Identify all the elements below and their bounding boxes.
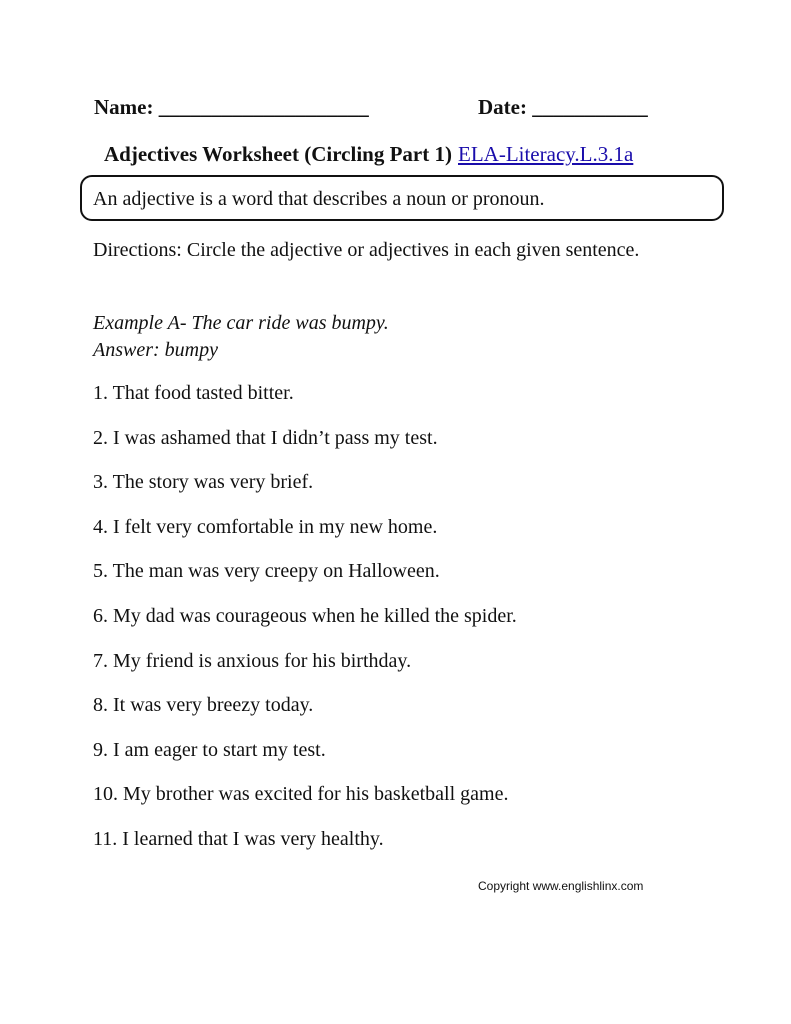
list-item: 10. My brother was excited for his basketball game. — [93, 783, 509, 806]
list-item: 1. That food tasted bitter. — [93, 382, 294, 404]
list-item: 6. My dad was courageous when he killed the spider. — [93, 604, 517, 627]
list-item: 8. It was very breezy today. — [93, 694, 314, 717]
list-item: 2. I was ashamed that I didn’t pass my test. — [93, 426, 438, 449]
name-field-label: Name: ____________________ — [94, 95, 369, 119]
list-item: 7. My friend is anxious for his birthday. — [93, 649, 412, 672]
worksheet-title: Adjectives Worksheet (Circling Part 1) — [104, 142, 452, 166]
example-answer: Answer: bumpy — [93, 339, 218, 361]
standard-link[interactable]: ELA-Literacy.L.3.1a — [458, 142, 634, 166]
list-item: 11. I learned that I was very healthy. — [93, 827, 384, 850]
list-item: 4. I felt very comfortable in my new home. — [93, 515, 438, 538]
definition-box — [80, 175, 724, 221]
example-sentence: Example A- The car ride was bumpy. — [93, 312, 389, 334]
worksheet-title-row — [104, 141, 633, 167]
list-item: 3. The story was very brief. — [93, 471, 314, 494]
list-item: 5. The man was very creepy on Halloween. — [93, 560, 440, 583]
example-block — [93, 310, 389, 364]
question-list — [93, 380, 517, 871]
definition-text: An adjective is a word that describes a noun or pronoun. — [93, 188, 545, 210]
name-date-header — [94, 94, 694, 120]
copyright-notice: Copyright www.englishlinx.com — [478, 879, 644, 893]
date-field-label: Date: ___________ — [478, 95, 648, 119]
directions-text: Directions: Circle the adjective or adjectives in each given sentence. — [93, 239, 640, 261]
list-item: 9. I am eager to start my test. — [93, 738, 326, 761]
